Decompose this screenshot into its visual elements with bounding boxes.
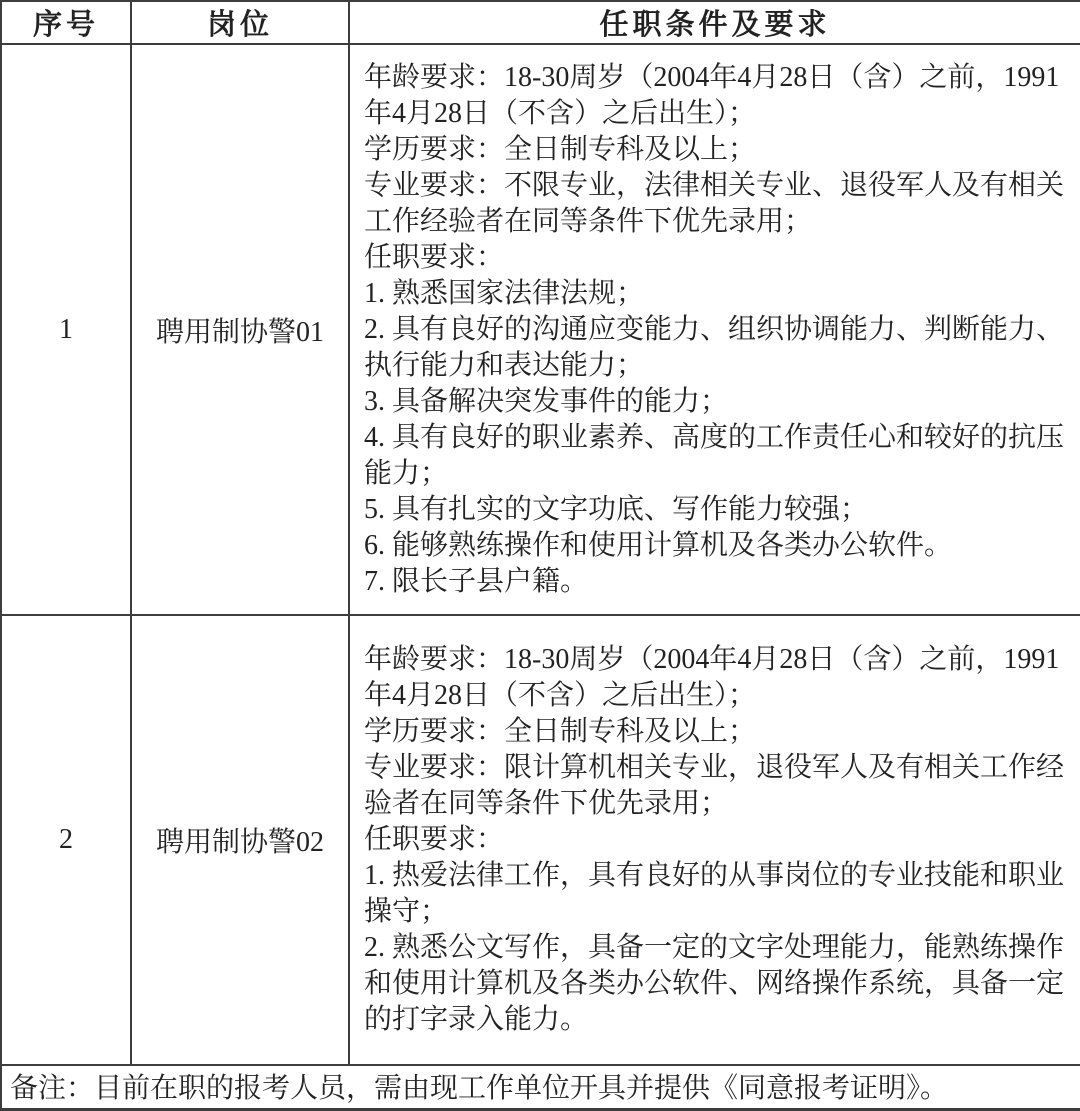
requirements-cell: [349, 44, 1080, 615]
position-cell: 聘用制协警02: [131, 615, 349, 1065]
table-row: [1, 615, 1080, 1065]
column-header-position: 岗位: [131, 1, 349, 44]
requirement-line: 学历要求：全日制专科及以上；: [364, 133, 757, 165]
column-header-index: 序号: [1, 1, 131, 44]
requirement-line: 任职要求：: [364, 241, 505, 273]
requirement-line: 专业要求：不限专业，法律相关专业、退役军人及有相关工作经验者在同等条件下优先录用；: [364, 169, 1065, 237]
table-body: [1, 44, 1080, 1065]
header-row: [1, 1, 1080, 44]
requirement-line: 年龄要求：18-30周岁（2004年4月28日（含）之前，1991年4月28日（不含）之后出生）；: [364, 61, 1060, 129]
requirement-line: 1. 热爱法律工作，具有良好的从事岗位的专业技能和职业操守；: [364, 860, 1065, 927]
position-cell: 聘用制协警01: [131, 44, 349, 615]
footer-note: 备注：目前在职的报考人员，需由现工作单位开具并提供《同意报考证明》。: [1, 1065, 1080, 1110]
requirement-line: 4. 具有良好的职业素养、高度的工作责任心和较好的抗压能力；: [364, 421, 1065, 489]
requirement-line: 专业要求：限计算机相关专业，退役军人及有相关工作经验者在同等条件下优先录用；: [364, 752, 1065, 819]
footer-row: [1, 1065, 1080, 1110]
table-footer: [1, 1065, 1080, 1110]
requirement-line: 5. 具有扎实的文字功底、写作能力较强；: [364, 493, 869, 525]
table-header: [1, 1, 1080, 44]
column-header-requirements: 任职条件及要求: [349, 1, 1080, 44]
requirement-line: 年龄要求：18-30周岁（2004年4月28日（含）之前，1991年4月28日（不含）之后出生）；: [364, 644, 1060, 711]
requirement-line: 任职要求：: [364, 824, 505, 855]
requirement-line: 1. 熟悉国家法律法规；: [364, 277, 645, 309]
row-index-cell: 1: [1, 44, 131, 615]
requirement-line: 2. 熟悉公文写作，具备一定的文字处理能力，能熟练操作和使用计算机及各类办公软件、网络操作系统，具备一定的打字录入能力。: [364, 932, 1065, 1035]
requirement-line: 2. 具有良好的沟通应变能力、组织协调能力、判断能力、执行能力和表达能力；: [364, 313, 1065, 381]
row-index-cell: 2: [1, 615, 131, 1065]
requirement-line: 7. 限长子县户籍。: [364, 565, 589, 597]
requirements-cell: [349, 615, 1080, 1065]
requirement-line: 学历要求：全日制专科及以上；: [364, 716, 757, 747]
requirement-line: 3. 具备解决突发事件的能力；: [364, 385, 729, 417]
requirement-line: 6. 能够熟练操作和使用计算机及各类办公软件。: [364, 529, 953, 561]
table-row: [1, 44, 1080, 615]
